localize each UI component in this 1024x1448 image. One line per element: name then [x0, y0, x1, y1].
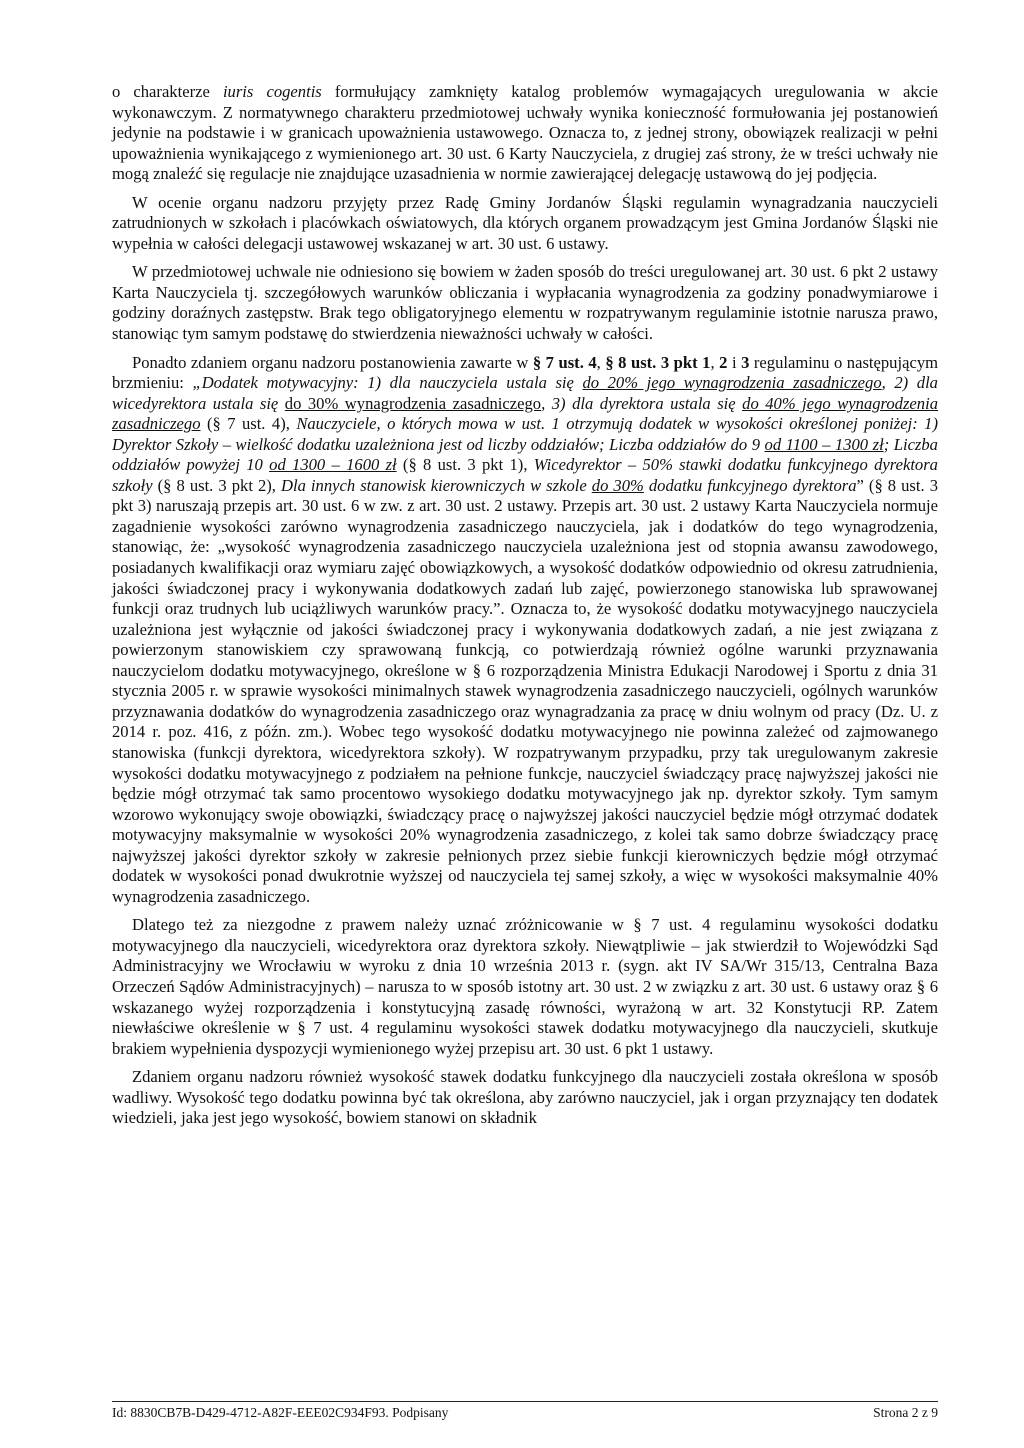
- document-id: Id: 8830CB7B-D429-4712-A82F-EEE02C934F93. Podpisany: [112, 1405, 449, 1420]
- text-run: (§ 8 ust. 3 pkt 2),: [152, 475, 281, 495]
- provision-reference: § 7 ust. 4: [532, 352, 597, 372]
- quoted-provision: , 2) dla wicedyrektora ustala się: [112, 373, 938, 413]
- text-run: ,: [710, 352, 720, 372]
- paragraph-2: W ocenie organu nadzoru przyjęty przez Radę Gminy Jordanów Śląski regulamin wynagradzania nauczycieli zatrudnionych w szkołach i placówkach oświatowych, dla których organem prowadzącym jest Gmina Jordanów Śląski nie wypełnia w całości delegacji ustawowej wskazanej w art. 30 ust. 6 ustawy.: [112, 192, 938, 253]
- page-footer: [112, 1404, 938, 1422]
- paragraph-5: Dlatego też za niezgodne z prawem należy uznać zróżnicowanie w § 7 ust. 4 regulaminu wysokości dodatku motywacyjnego dla nauczycieli, wicedyrektora oraz dyrektora szkoły. Niewątpliwie – jak stwierdził to Wojewódzki Sąd Administracyjny we Wrocławiu w wyroku z dnia 10 września 2013 r. (sygn. akt IV SA/Wr 315/13, Centralna Baza Orzeczeń Sądów Administracyjnych) – narusza to w sposób istotny art. 30 ust. 2 w związku z art. 30 ust. 6 ustawy oraz § 6 wskazanego wyżej rozporządzenia i konstytucyjną zasadę równości, wyrażoną w art. 32 Konstytucji RP. Zatem niewłaściwe określenie w § 7 ust. 4 regulaminu wysokości stawek dodatku motywacyjnego dla nauczycieli, skutkuje brakiem wypełnienia dyspozycji wymienionego wyżej przepisu art. 30 ust. 6 pkt 1 ustawy.: [112, 915, 938, 1058]
- provision-reference: 2: [719, 352, 728, 372]
- quoted-provision: dodatku funkcyjnego dyrektora: [643, 475, 857, 495]
- paragraph-6: Zdaniem organu nadzoru również wysokość stawek dodatku funkcyjnego dla nauczycieli została określona w sposób wadliwy. Wysokość tego dodatku powinna być tak określona, aby zarówno nauczyciel, jak i organ przyznający ten dodatek wiedzieli, jaka jest jego wysokość, bowiem stanowi on składnik: [112, 1067, 938, 1128]
- provision-reference: § 8 ust. 3 pkt 1: [605, 352, 711, 372]
- provision-reference: 3: [741, 352, 750, 372]
- text-run: ” (§ 8 ust. 3 pkt 3) naruszają przepis art. 30 ust. 6 w zw. z art. 30 ust. 2 ustawy. Przepis art. 30 ust. 2 ustawy Karta Nauczyciela normuje zagadnienie wysokości zarówno wynagrodzenia zasadniczego nauczyciela, jak i dodatków do tego wynagrodzenia, stanowiąc, że: „wysokość wynagrodzenia zasadniczego nauczyciela uzależniona jest od stopnia awansu zawodowego, posiadanych kwalifikacji oraz wymiaru zajęć obowiązkowych, a wysokość dodatków odpowiednio od okresu zatrudnienia, jakości świadczonej pracy i wykonywania dodatkowych zadań lub zajęć, powierzonego stanowiska lub sprawowanej funkcji oraz trudnych lub uciążliwych warunków pracy.”. Oznacza to, że wysokość dodatku motywacyjnego nauczyciela uzależniona jest wyłącznie od jakości świadczonej pracy i wykonywania dodatkowych zadań, a nie jest związana z powierzonym stanowiskiem czy sprawowaną funkcją, co potwierdzają również ogólne warunki przyznawania nauczycielom dodatku motywacyjnego, określone w § 6 rozporządzenia Ministra Edukacji Narodowej i Sportu z dnia 31 stycznia 2005 r. w sprawie wysokości minimalnych stawek wynagrodzenia zasadniczego nauczycieli, ogólnych warunków przyznawania dodatków do wynagrodzenia zasadniczego oraz wynagradzania za pracę w dniu wolnym od pracy (Dz. U. z 2014 r. poz. 416, z późn. zm.). Wobec tego wysokość dodatku motywacyjnego nie powinna zależeć od zajmowanego stanowiska (funkcji dyrektora, wicedyrektora szkoły). W rozpatrywanym przypadku, przy tak uregulowanym zakresie wysokości dodatku motywacyjnego z podziałem na pełnione funkcje, nauczyciel świadczący pracę najwyższej jakości nie będzie mógł otrzymać tak samo procentowo wysokiego dodatku motywacyjnego jak np. dyrektor szkoły. Tym samym wzorowo wykonujący swoje obowiązki, świadczący pracę o najwyższej jakości nauczyciel będzie mógł otrzymać dodatek motywacyjny maksymalnie w wysokości 20% wynagrodzenia zasadniczego, z kolei tak samo dobrze świadczący pracę najwyższej jakości dyrektor szkoły w zakresie pełnionych przez siebie funkcji kierowniczych będzie mógł otrzymać dodatek w wysokości ponad dwukrotnie wyższej od nauczyciela tej samej szkoły, a więc w wysokości maksymalnie 40% wynagrodzenia zasadniczego.: [112, 475, 938, 906]
- text-run: Ponadto zdaniem organu nadzoru postanowienia zawarte w: [132, 352, 533, 372]
- text-run: formułujący zamknięty katalog problemów wymagających uregulowania w akcie wykonawczym. Z normatywnego charakteru przedmiotowej uchwały wynika konieczność formułowania jej postanowień jedynie na podstawie i w granicach upoważnienia ustawowego. Oznacza to, z jednej strony, obowiązek realizacji w pełni upoważnienia wynikającego z wymienionego art. 30 ust. 6 Karty Nauczyciela, z drugiej zaś strony, że w treści uchwały nie mogą znaleźć się regulacje nie znajdujące uzasadnienia w normie zawierającej delegację ustawową do jej podjęcia.: [112, 82, 938, 184]
- paragraph-4: [112, 353, 938, 908]
- underlined-rate: do 30% wynagrodzenia zasadniczego: [284, 393, 542, 413]
- text-run: regulaminu o następującym brzmieniu:: [112, 352, 939, 393]
- footer-divider: [112, 1401, 938, 1402]
- paragraph-3: W przedmiotowej uchwale nie odniesiono się bowiem w żaden sposób do treści uregulowanej art. 30 ust. 6 pkt 2 ustawy Karta Nauczyciela tj. szczegółowych warunków obliczania i wypłacania wynagrodzenia za godziny ponadwymiarowe i godziny doraźnych zastępstw. Brak tego obligatoryjnego elementu w rozpatrywanym regulaminie istotnie narusza prawo, stanowiąc tym samym podstawę do stwierdzenia nieważności uchwały w całości.: [112, 262, 938, 344]
- text-run: (§ 7 ust. 4),: [200, 414, 297, 434]
- quoted-provision: , 3) dla dyrektora ustala się: [541, 393, 743, 413]
- quoted-provision: Nauczyciele, o których mowa w ust. 1 otrzymują dodatek w wysokości określonej poniżej: 1) Dyrektor Szkoły – wielkość dodatku uzależniona jest od liczby oddziałów; Liczba oddziałów do 9: [112, 414, 938, 454]
- paragraph-1: [112, 82, 938, 185]
- text-run: ,: [596, 352, 606, 372]
- quoted-provision: Dla innych stanowisk kierowniczych w szkole: [281, 475, 592, 495]
- text-run: (§ 8 ust. 3 pkt 1),: [396, 455, 534, 475]
- underlined-rate: do 30%: [591, 475, 644, 495]
- text-run: o charakterze: [112, 82, 223, 101]
- quoted-provision: „Dodatek motywacyjny: 1) dla nauczyciela ustala się: [192, 373, 583, 393]
- underlined-rate: od 1100 – 1300 zł: [764, 434, 884, 454]
- quoted-provision: Wicedyrektor – 50% stawki dodatku funkcyjnego dyrektora szkoły: [112, 455, 938, 495]
- text-run: i: [727, 352, 742, 372]
- underlined-rate: do 20% jego wynagrodzenia zasadniczego: [582, 373, 882, 393]
- page-number: Strona 2 z 9: [873, 1405, 938, 1420]
- underlined-rate: od 1300 – 1600 zł: [269, 455, 397, 475]
- quoted-provision: ; Liczba oddziałów powyżej 10: [112, 434, 938, 475]
- underlined-rate: do 40% jego wynagrodzenia zasadniczego: [112, 393, 939, 434]
- latin-phrase: iuris cogentis: [222, 82, 322, 101]
- document-body: [112, 82, 938, 1129]
